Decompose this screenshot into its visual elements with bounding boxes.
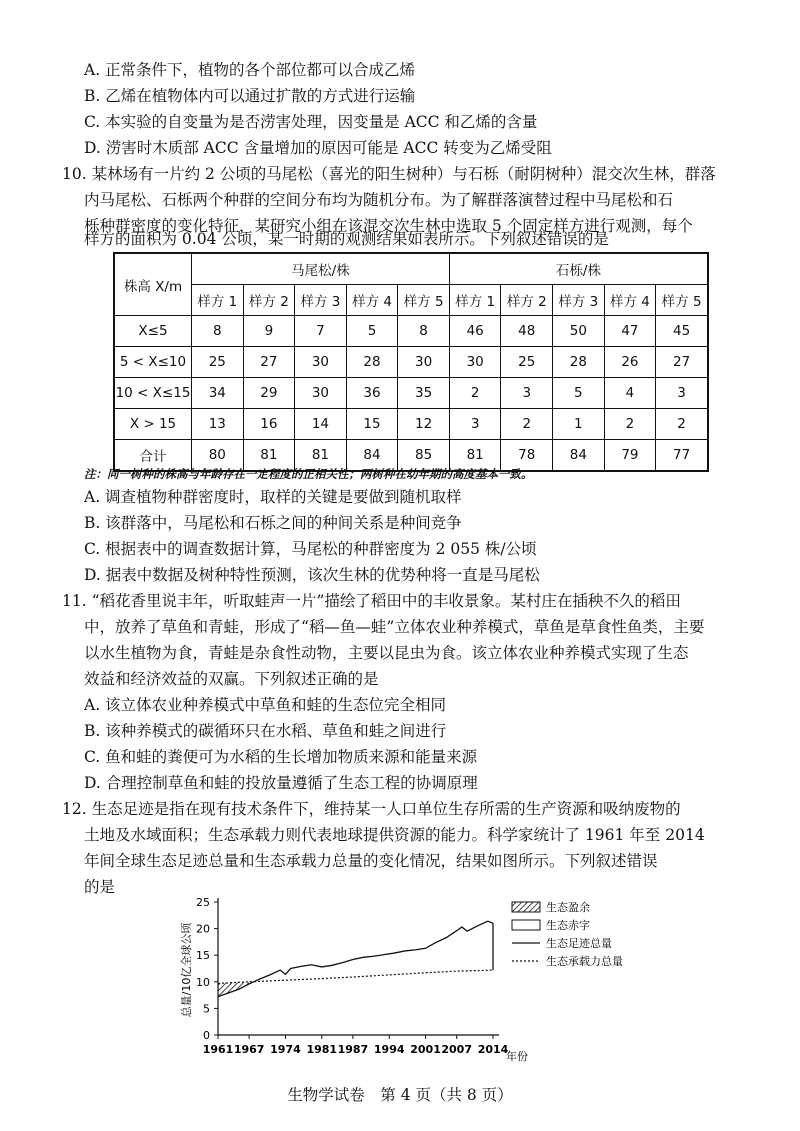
table-row <box>114 378 708 409</box>
q12-stem-line-1: 12. 生态足迹是指在现有技术条件下，维持某一人口单位生存所需的生产资源和吸纳废物的 <box>62 800 681 818</box>
page-footer: 生物学试卷 第 4 页（共 8 页） <box>287 1086 513 1104</box>
table-cell: 28 <box>346 347 398 378</box>
q12-stem-line-3: 年间全球生态足迹总量和生态承载力总量的变化情况，结果如图所示。下列叙述错误 <box>84 852 658 870</box>
table-cell: 77 <box>656 440 708 472</box>
table-cell: 7 <box>295 316 347 347</box>
table-cell: 27 <box>656 347 708 378</box>
legend-label-deficit: 生态赤字 <box>546 919 590 932</box>
table-cell: 84 <box>553 440 605 472</box>
table-cell: 85 <box>398 440 450 472</box>
table-cell: 14 <box>295 409 347 440</box>
legend-swatch-surplus <box>512 902 540 912</box>
q11-option-c: C. 鱼和蛙的粪便可为水稻的生长增加物质来源和能量来源 <box>84 748 478 766</box>
plot-header: 样方 1 <box>449 285 501 316</box>
x-tick-label: 2007 <box>441 1043 472 1056</box>
table-cell: 2 <box>501 409 553 440</box>
table-cell: 30 <box>295 347 347 378</box>
row-label: 10 < X≤15 <box>114 378 192 409</box>
table-cell: 2 <box>656 409 708 440</box>
row-label: 合计 <box>114 440 192 472</box>
table-cell: 3 <box>449 409 501 440</box>
q12-stem-line-2: 土地及水域面积；生态承载力则代表地球提供资源的能力。科学家统计了 1961 年至 2014 <box>84 826 705 844</box>
q9-option-a: A. 正常条件下，植物的各个部位都可以合成乙烯 <box>84 61 416 79</box>
legend-label-capacity: 生态承载力总量 <box>546 955 623 968</box>
table-row <box>114 347 708 378</box>
q11-stem-line-2: 中，放养了草鱼和青蛙，形成了“稻—鱼—蛙”立体农业种养模式，草鱼是草食性鱼类，主要 <box>84 618 705 636</box>
table-cell: 35 <box>398 378 450 409</box>
q10-stem-line-3: 栎种群密度的变化特征，某研究小组在该混交次生林中选取 5 个固定样方进行观测，每个 <box>84 217 693 235</box>
q10-option-a: A. 调查植物种群密度时，取样的关键是要做到随机取样 <box>84 488 462 506</box>
q10-stem-line-2: 内马尾松、石栎两个种群的空间分布均为随机分布。为了解群落演替过程中马尾松和石 <box>84 191 674 209</box>
q10-stem-line-1: 10. 某林场有一片约 2 公顷的马尾松（喜光的阳生树种）与石栎（耐阴树种）混交次生林，群落 <box>62 165 716 183</box>
table-cell: 34 <box>192 378 244 409</box>
plot-header: 样方 4 <box>346 285 398 316</box>
table-cell: 3 <box>656 378 708 409</box>
table-cell: 12 <box>398 409 450 440</box>
x-tick-label: 1987 <box>337 1043 369 1056</box>
table-cell: 5 <box>553 378 605 409</box>
table-cell: 30 <box>449 347 501 378</box>
q11-stem-line-1: 11. “稻花香里说丰年，听取蛙声一片”描绘了稻田中的丰收景象。某村庄在插秧不久的稻田 <box>62 592 681 610</box>
table-cell: 15 <box>346 409 398 440</box>
y-axis-label: 总量/10亿全球公顷 <box>180 922 193 1018</box>
table-cell: 8 <box>398 316 450 347</box>
y-tick-label: 10 <box>196 975 210 989</box>
table-cell: 80 <box>192 440 244 472</box>
x-tick-label: 1967 <box>233 1043 265 1056</box>
q10-option-c: C. 根据表中的调查数据计算，马尾松的种群密度为 2 055 株/公顷 <box>84 540 537 558</box>
q10-stem-line-4: 样方的面积为 0.04 公顷，某一时期的观测结果如表所示。下列叙述错误的是 <box>84 230 609 248</box>
table-cell: 13 <box>192 409 244 440</box>
survey-table <box>113 252 709 472</box>
legend-swatch-deficit <box>512 920 540 930</box>
x-axis-label: 年份 <box>506 1050 528 1063</box>
x-tick-label: 1994 <box>373 1043 405 1056</box>
y-tick-label: 25 <box>196 896 210 909</box>
table-cell: 25 <box>192 347 244 378</box>
table-row <box>114 316 708 347</box>
chart-legend <box>512 900 623 968</box>
header-height: 株高 X/m <box>114 253 192 316</box>
plot-header: 样方 5 <box>656 285 708 316</box>
plot-header: 样方 3 <box>295 285 347 316</box>
table-cell: 9 <box>243 316 295 347</box>
series-line-footprint <box>218 921 493 997</box>
q11-option-d: D. 合理控制草鱼和蛙的投放量遵循了生态工程的协调原理 <box>84 774 478 792</box>
table-cell: 48 <box>501 316 553 347</box>
q9-option-b: B. 乙烯在植物体内可以通过扩散的方式进行运输 <box>84 87 416 105</box>
plot-header-row <box>114 285 708 316</box>
table-cell: 30 <box>295 378 347 409</box>
table-cell: 16 <box>243 409 295 440</box>
table-cell: 5 <box>346 316 398 347</box>
table-cell: 27 <box>243 347 295 378</box>
plot-header: 样方 1 <box>192 285 244 316</box>
header-group-masson-pine: 马尾松/株 <box>192 253 450 285</box>
table-cell: 36 <box>346 378 398 409</box>
y-tick-label: 20 <box>196 922 210 936</box>
table-cell: 50 <box>553 316 605 347</box>
table-cell: 2 <box>604 409 656 440</box>
table-cell: 46 <box>449 316 501 347</box>
q10-option-b: B. 该群落中，马尾松和石栎之间的种间关系是种间竞争 <box>84 514 462 532</box>
table-cell: 2 <box>449 378 501 409</box>
table-cell: 1 <box>553 409 605 440</box>
table-cell: 28 <box>553 347 605 378</box>
x-tick-label: 2001 <box>410 1043 441 1056</box>
y-tick-label: 15 <box>196 949 210 963</box>
table-cell: 30 <box>398 347 450 378</box>
table-cell: 8 <box>192 316 244 347</box>
table-cell: 25 <box>501 347 553 378</box>
q9-option-c: C. 本实验的自变量为是否涝害处理，因变量是 ACC 和乙烯的含量 <box>84 113 538 131</box>
x-tick-label: 1961 <box>202 1043 234 1056</box>
table-cell: 78 <box>501 440 553 472</box>
table-cell: 81 <box>295 440 347 472</box>
table-cell: 47 <box>604 316 656 347</box>
plot-header: 样方 4 <box>604 285 656 316</box>
table-cell: 84 <box>346 440 398 472</box>
q9-option-d: D. 涝害时木质部 ACC 含量增加的原因可能是 ACC 转变为乙烯受阻 <box>84 139 552 157</box>
plot-header: 样方 3 <box>553 285 605 316</box>
table-cell: 26 <box>604 347 656 378</box>
row-label: X≤5 <box>114 316 192 347</box>
q12-stem-line-4: 的是 <box>84 878 116 896</box>
table-cell: 81 <box>449 440 501 472</box>
y-tick-label: 0 <box>203 1029 210 1042</box>
series-line-capacity <box>218 970 493 983</box>
table-cell: 45 <box>656 316 708 347</box>
q10-note: 注：同一树种的株高与年龄存在一定程度的正相关性；两树种在幼年期的高度基本一致。 <box>84 467 533 481</box>
plot-header: 样方 2 <box>501 285 553 316</box>
header-group-lithocarpus: 石栎/株 <box>449 253 708 285</box>
x-tick-label: 1974 <box>270 1043 301 1056</box>
plot-header: 样方 2 <box>243 285 295 316</box>
table-cell: 4 <box>604 378 656 409</box>
q11-option-b: B. 该种养模式的碳循环只在水稻、草鱼和蛙之间进行 <box>84 722 447 740</box>
table-cell: 81 <box>243 440 295 472</box>
row-label: X > 15 <box>114 409 192 440</box>
legend-label-surplus: 生态盈余 <box>546 901 590 914</box>
q11-stem-line-4: 效益和经济效益的双赢。下列叙述正确的是 <box>84 670 379 688</box>
legend-label-footprint: 生态足迹总量 <box>546 937 612 950</box>
row-label: 5 < X≤10 <box>114 347 192 378</box>
table-row <box>114 409 708 440</box>
y-tick-label: 5 <box>203 1002 210 1016</box>
q11-option-a: A. 该立体农业种养模式中草鱼和蛙的生态位完全相同 <box>84 696 447 714</box>
q10-option-d: D. 据表中数据及树种特性预测，该次生林的优势种将一直是马尾松 <box>84 566 540 584</box>
table-cell: 3 <box>501 378 553 409</box>
ecological-footprint-chart <box>160 890 680 1075</box>
q11-stem-line-3: 以水生植物为食，青蛙是杂食性动物，主要以昆虫为食。该立体农业种养模式实现了生态 <box>84 644 689 662</box>
plot-header: 样方 5 <box>398 285 450 316</box>
table-cell: 79 <box>604 440 656 472</box>
x-tick-label: 2014 <box>477 1043 509 1056</box>
x-tick-label: 1981 <box>306 1043 338 1056</box>
table-cell: 29 <box>243 378 295 409</box>
plot-area <box>196 896 509 1056</box>
